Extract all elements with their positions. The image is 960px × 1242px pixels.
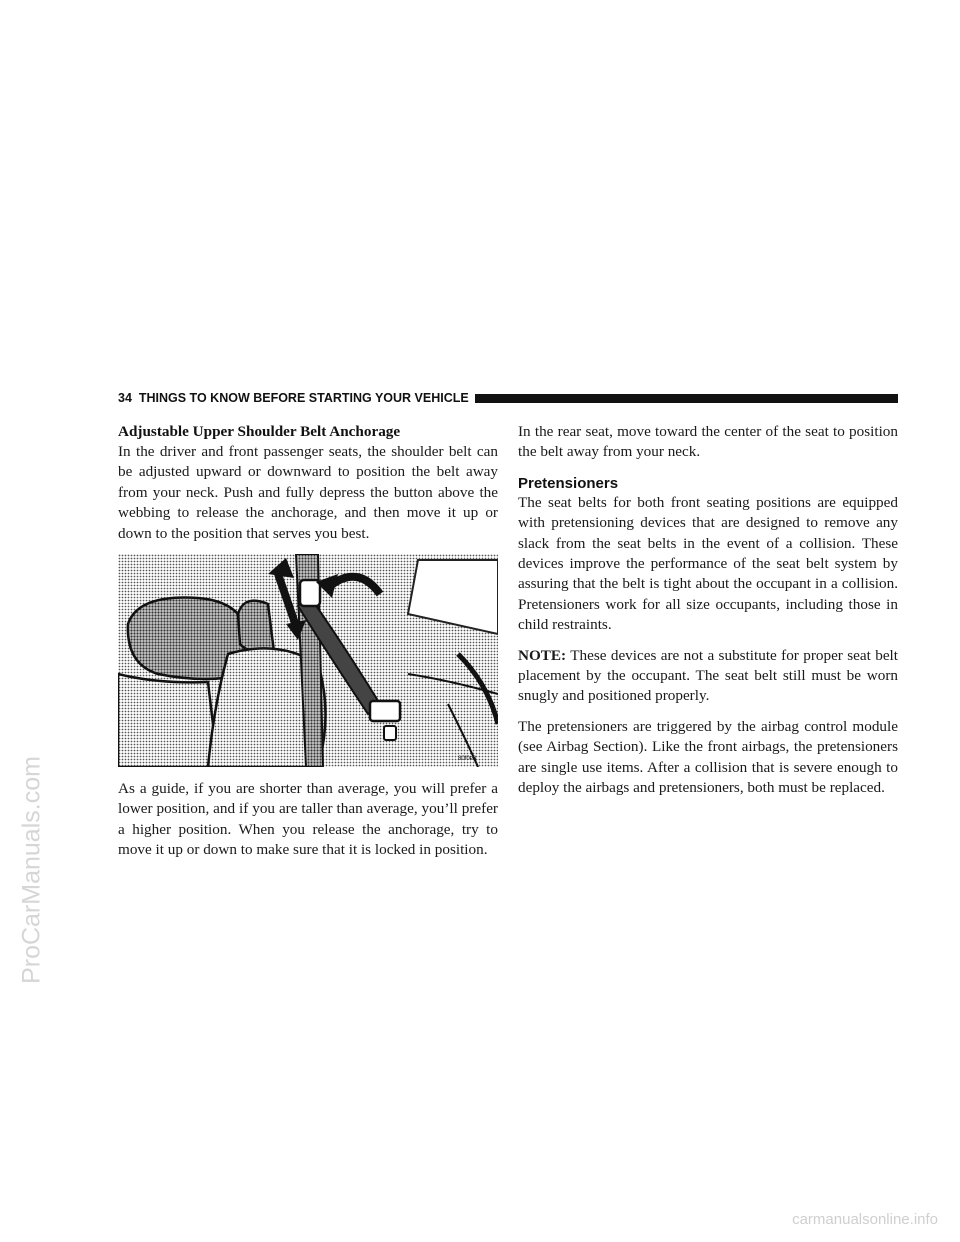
paragraph-anchorage-intro: In the driver and front passenger seats, the shoulder belt can be adjusted upward or downward to position the belt away from your neck. Push and fully depress the button above the webbing to release the anchorage, and then move it up or down to the position that serves you best. <box>118 443 498 542</box>
paragraph-pretensioners-intro: The seat belts for both front seating positions are equipped with pretensioning devices that are designed to remove any slack from the seat belts in the event of a collision. These devices improve the performance of the seat belt system by assuring that the belt is tight about the occupant in a collision. Pretensioners work for all size occupants, including those in child restraints. <box>518 493 898 634</box>
section-heading-pretensioners: Pretensioners <box>518 474 619 492</box>
section-heading-anchorage: Adjustable Upper Shoulder Belt Anchorage <box>118 423 401 440</box>
paragraph-pretensioners-trigger: The pretensioners are triggered by the airbag control module (see Airbag Section). Like the front airbags, the pretensioners are single use items. After a collision that is severe enough to deploy the airbags and pretensioners, both must be replaced. <box>518 717 898 797</box>
note-paragraph <box>518 646 898 707</box>
page-header <box>118 390 898 406</box>
page-number: 34 <box>118 391 132 405</box>
watermark-left-text: ProCarManuals.com <box>17 756 46 984</box>
left-column <box>118 422 498 861</box>
note-label: NOTE: <box>518 646 567 664</box>
section-title: THINGS TO KNOW BEFORE STARTING YOUR VEHICLE <box>138 391 469 405</box>
figure-code: 80f0e8 <box>458 756 477 763</box>
paragraph-anchorage-guide: As a guide, if you are shorter than average, you will prefer a lower position, and if you are taller than average, you’ll prefer a higher position. When you release the anchorage, try to move it up or down to make sure that it is locked in position. <box>118 780 498 859</box>
watermark-bottom: carmanualsonline.info <box>792 1211 938 1228</box>
seat-belt-illustration <box>118 554 498 767</box>
header-rule <box>475 394 898 403</box>
page-header-text <box>118 391 475 405</box>
paragraph-rear-seat: In the rear seat, move toward the center of the seat to position the belt away from your neck. <box>518 423 898 461</box>
note-text: These devices are not a substitute for proper seat belt placement by the occupant. The seat belt still must be worn snugly and positioned properly. <box>518 646 898 705</box>
right-column <box>518 422 898 799</box>
watermark-left <box>10 0 54 1242</box>
